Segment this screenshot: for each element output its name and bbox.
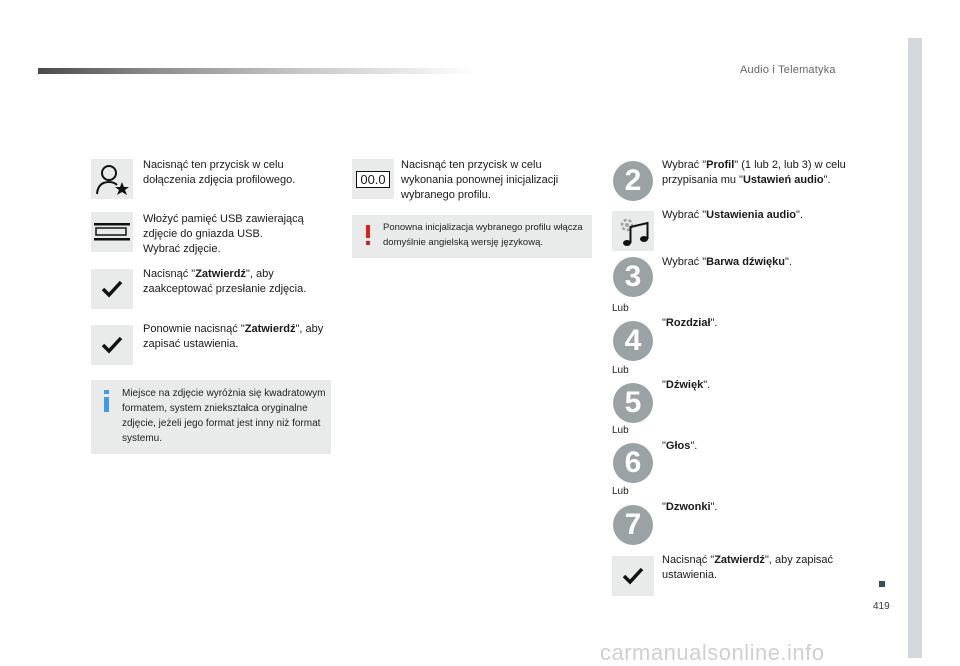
- gear-music-icon: [612, 211, 654, 251]
- check-icon: [91, 325, 133, 365]
- step-confirm-upload-text: Nacisnąć "Zatwierdź", aby zaakceptować przesłanie zdjęcia.: [143, 268, 307, 295]
- step-number-4: 4: [613, 321, 653, 361]
- step3-text: Wybrać "Barwa dźwięku".: [662, 256, 792, 268]
- step-usb-text: Włożyć pamięć USB zawierającą zdjęcie do gniazda USB. Wybrać zdjęcie.: [143, 213, 304, 255]
- step2-text: Wybrać "Profil" (1 lub 2, lub 3) w celu przypisania mu "Ustawień audio".: [662, 159, 846, 186]
- step-number-3: 3: [613, 257, 653, 297]
- info-note-text: Miejsce na zdjęcie wyróżnia się kwadratowym formatem, system zniekształca oryginalne zdjęcie, jeżeli jego format jest inny niż format systemu.: [122, 388, 326, 444]
- section-title: Audio i Telematyka: [740, 64, 836, 76]
- step-number-7: 7: [613, 505, 653, 545]
- step4-text: "Rozdział".: [662, 317, 718, 329]
- step7-text: "Dzwonki".: [662, 501, 718, 513]
- user-star-icon: [91, 159, 133, 199]
- or-label: Lub: [612, 486, 629, 497]
- reset-icon-label: 00.0: [356, 171, 389, 188]
- step-number-2: 2: [613, 161, 653, 201]
- info-note: [91, 380, 331, 454]
- warning-icon: [365, 225, 371, 250]
- page-side-tab: [908, 38, 922, 658]
- check-icon: [612, 556, 654, 596]
- step-profile-photo-text: Nacisnąć ten przycisk w celu dołączenia zdjęcia profilowego.: [143, 159, 296, 186]
- or-label: Lub: [612, 425, 629, 436]
- header-gradient-bar: [38, 68, 478, 74]
- usb-card-icon: [91, 212, 133, 252]
- check-icon: [91, 269, 133, 309]
- warning-note: [352, 215, 592, 258]
- warning-note-text: Ponowna inicjalizacja wybranego profilu włącza domyślnie angielską wersję językową.: [383, 222, 583, 248]
- settings-row-text: Wybrać "Ustawienia audio".: [662, 209, 803, 221]
- reset-icon: [352, 159, 394, 199]
- page-number: 419: [873, 601, 890, 612]
- page-marker: [879, 581, 885, 587]
- or-label: Lub: [612, 303, 629, 314]
- or-label: Lub: [612, 365, 629, 376]
- step-number-5: 5: [613, 383, 653, 423]
- step-confirm-save-text: Ponownie nacisnąć "Zatwierdź", aby zapisać ustawienia.: [143, 323, 324, 350]
- step5-text: "Dźwięk".: [662, 379, 711, 391]
- final-confirm-text: Nacisnąć "Zatwierdź", aby zapisać ustawienia.: [662, 554, 834, 581]
- step6-text: "Głos".: [662, 440, 698, 452]
- watermark: carmanualsonline.info: [600, 640, 825, 665]
- info-icon: [103, 390, 111, 417]
- step-number-6: 6: [613, 443, 653, 483]
- reset-text: Nacisnąć ten przycisk w celu wykonania ponownej inicjalizacji wybranego profilu.: [401, 159, 559, 201]
